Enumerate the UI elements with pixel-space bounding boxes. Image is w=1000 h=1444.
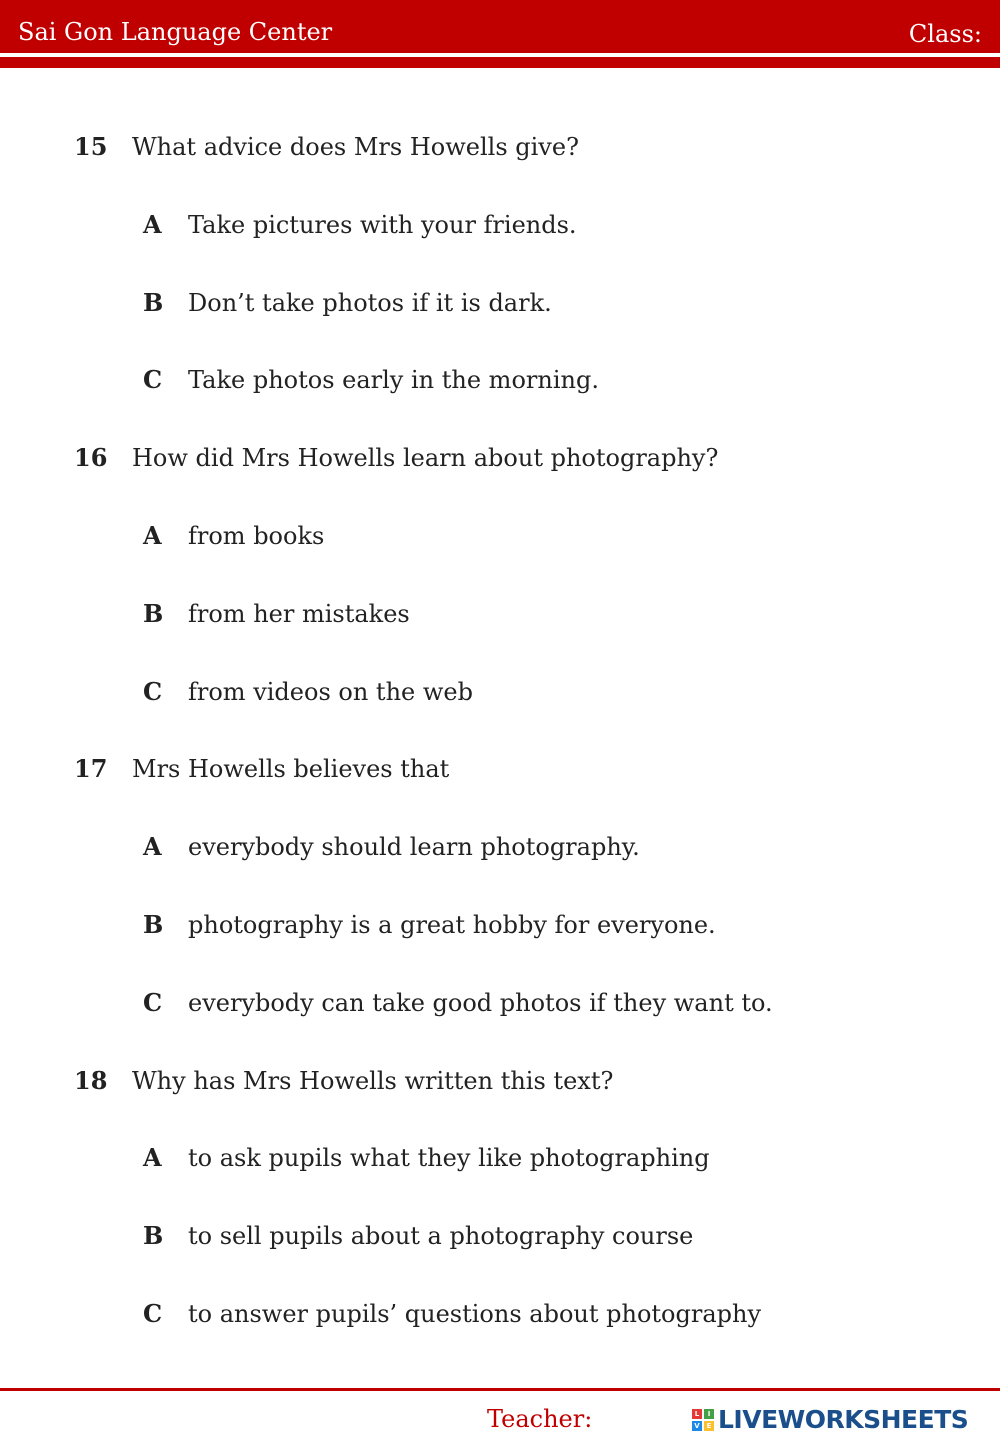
option-letter: B [143, 1221, 164, 1251]
logo-text: LIVEWORKSHEETS [718, 1405, 969, 1434]
teacher-label: Teacher: [487, 1405, 593, 1433]
question-text: Mrs Howells believes that [132, 755, 450, 784]
option-letter: B [143, 910, 164, 939]
option-letter: C [143, 987, 163, 1017]
footer-divider [0, 1388, 1000, 1391]
question-text: Why has Mrs Howells written this text? [132, 1066, 614, 1095]
option-letter: C [143, 1299, 163, 1328]
liveworksheets-logo[interactable] [692, 1405, 968, 1435]
option-text: from videos on the web [188, 677, 473, 706]
option-letter: A [143, 521, 162, 550]
option-text: to answer pupils’ questions about photography [188, 1300, 762, 1328]
option-letter: B [143, 287, 164, 317]
question-number: 18 [74, 1065, 108, 1095]
option-text: from books [188, 522, 325, 550]
header-divider [0, 57, 1000, 68]
question-text: How did Mrs Howells learn about photography? [132, 444, 719, 473]
option-text: to sell pupils about a photography course [188, 1222, 694, 1251]
center-name: Sai Gon Language Center [18, 18, 333, 46]
option-text: Take pictures with your friends. [188, 210, 577, 239]
logo-cell: V [692, 1421, 702, 1431]
option-letter: A [143, 832, 162, 862]
option-text: everybody can take good photos if they want to. [188, 988, 773, 1017]
question-number: 16 [74, 443, 108, 473]
option-letter: C [143, 676, 163, 706]
option-letter: A [143, 1143, 162, 1173]
logo-icon [692, 1409, 714, 1431]
option-text: photography is a great hobby for everyone. [188, 911, 716, 939]
option-letter: A [143, 209, 162, 239]
logo-cell: I [704, 1409, 714, 1419]
option-text: to ask pupils what they like photographing [188, 1144, 710, 1173]
option-letter: C [143, 365, 163, 395]
option-letter: B [143, 598, 164, 628]
option-text: everybody should learn photography. [188, 833, 640, 862]
logo-cell: E [704, 1421, 714, 1431]
question-number: 15 [74, 132, 108, 161]
class-label: Class: [908, 20, 982, 48]
option-text: from her mistakes [188, 599, 410, 628]
question-number: 17 [74, 754, 108, 784]
option-text: Don’t take photos if it is dark. [188, 288, 552, 317]
option-text: Take photos early in the morning. [188, 366, 599, 395]
logo-cell: L [692, 1409, 702, 1419]
question-text: What advice does Mrs Howells give? [132, 133, 579, 161]
